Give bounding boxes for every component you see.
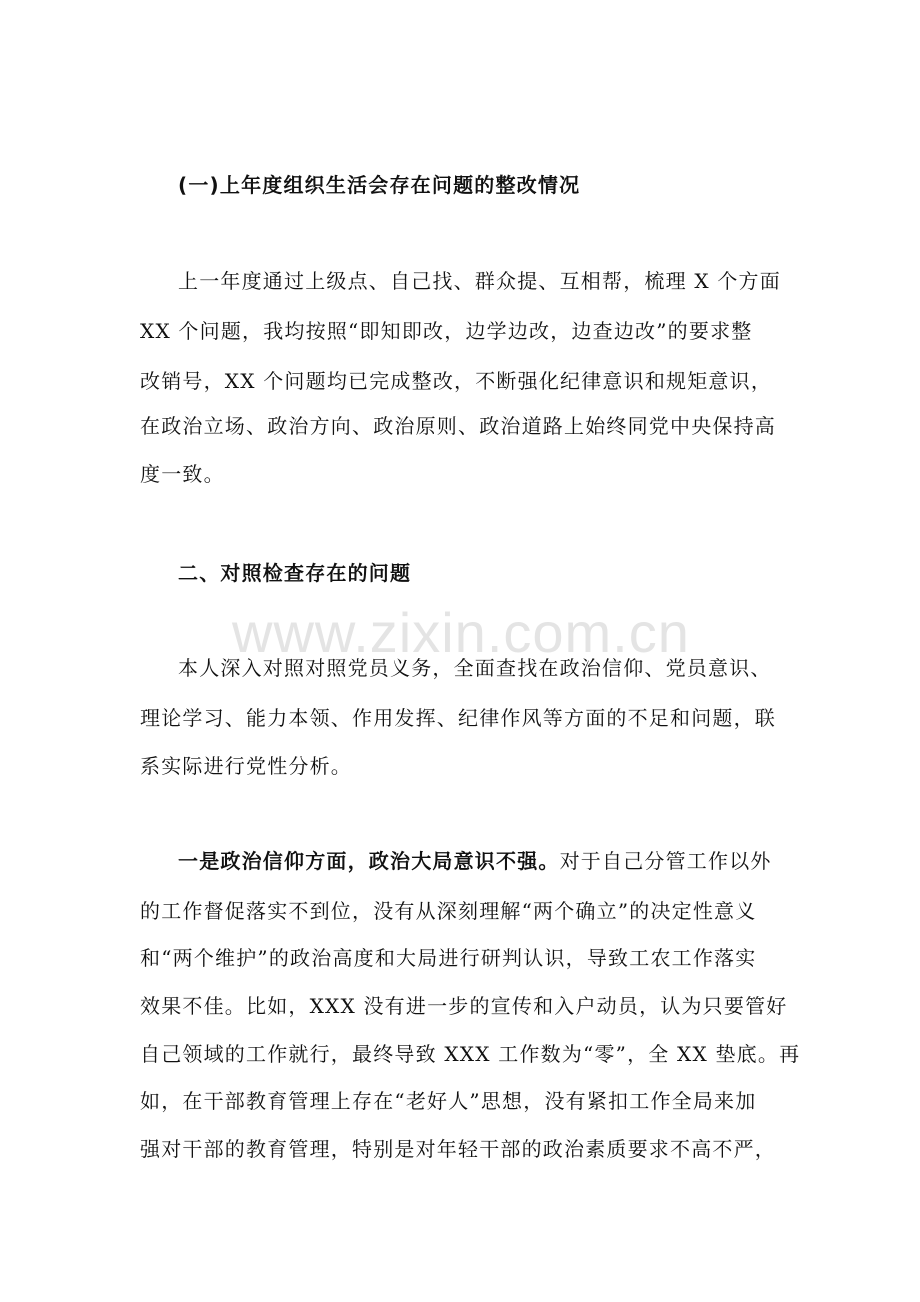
watermark-text: www.zixin.com.cn (232, 601, 690, 664)
paragraph-line: 改销号，XX 个问题均已完成整改，不断强化纪律意识和规矩意识， (140, 369, 773, 393)
paragraph-line: 度一致。 (140, 462, 225, 486)
paragraph-line: 如，在干部教育管理上存在“老好人”思想，没有紧扣工作全局来加 (140, 1089, 757, 1113)
lead-bold-text: 一是政治信仰方面，政治大局意识不强。 (178, 849, 560, 873)
paragraph-line: 强对干部的教育管理，特别是对年轻干部的政治素质要求不高不严， (140, 1137, 776, 1161)
paragraph-line: 上一年度通过上级点、自己找、群众提、互相帮，梳理 X 个方面 (178, 269, 781, 293)
paragraph-line: 的工作督促落实不到位，没有从深刻理解“两个确立”的决定性意义 (140, 899, 757, 923)
paragraph-lead-line (178, 848, 772, 874)
paragraph-line: 在政治立场、政治方向、政治原则、政治道路上始终同党中央保持高 (140, 414, 776, 438)
paragraph-line: 理论学习、能力本领、作用发挥、纪律作风等方面的不足和问题，联 (140, 706, 776, 730)
paragraph-line: XX 个问题，我均按照“即知即改，边学边改，边查边改”的要求整 (140, 319, 753, 343)
paragraph-line: 本人深入对照对照党员义务，全面查找在政治信仰、党员意识、 (178, 656, 772, 680)
paragraph-line: 自己领域的工作就行，最终导致 XXX 工作数为“零”，全 XX 垫底。再 (140, 1042, 801, 1066)
paragraph-line: 效果不佳。比如，XXX 没有进一步的宣传和入户动员，认为只要管好 (140, 994, 788, 1018)
lead-rest-text: 对于自己分管工作以外 (559, 849, 772, 873)
paragraph-line: 系实际进行党性分析。 (140, 754, 352, 778)
heading-problems: 二、对照检查存在的问题 (178, 561, 412, 585)
paragraph-line: 和“两个维护”的政治高度和大局进行研判认识，导致工农工作落实 (140, 946, 757, 970)
heading-rectification: (一)上年度组织生活会存在问题的整改情况 (178, 173, 581, 197)
